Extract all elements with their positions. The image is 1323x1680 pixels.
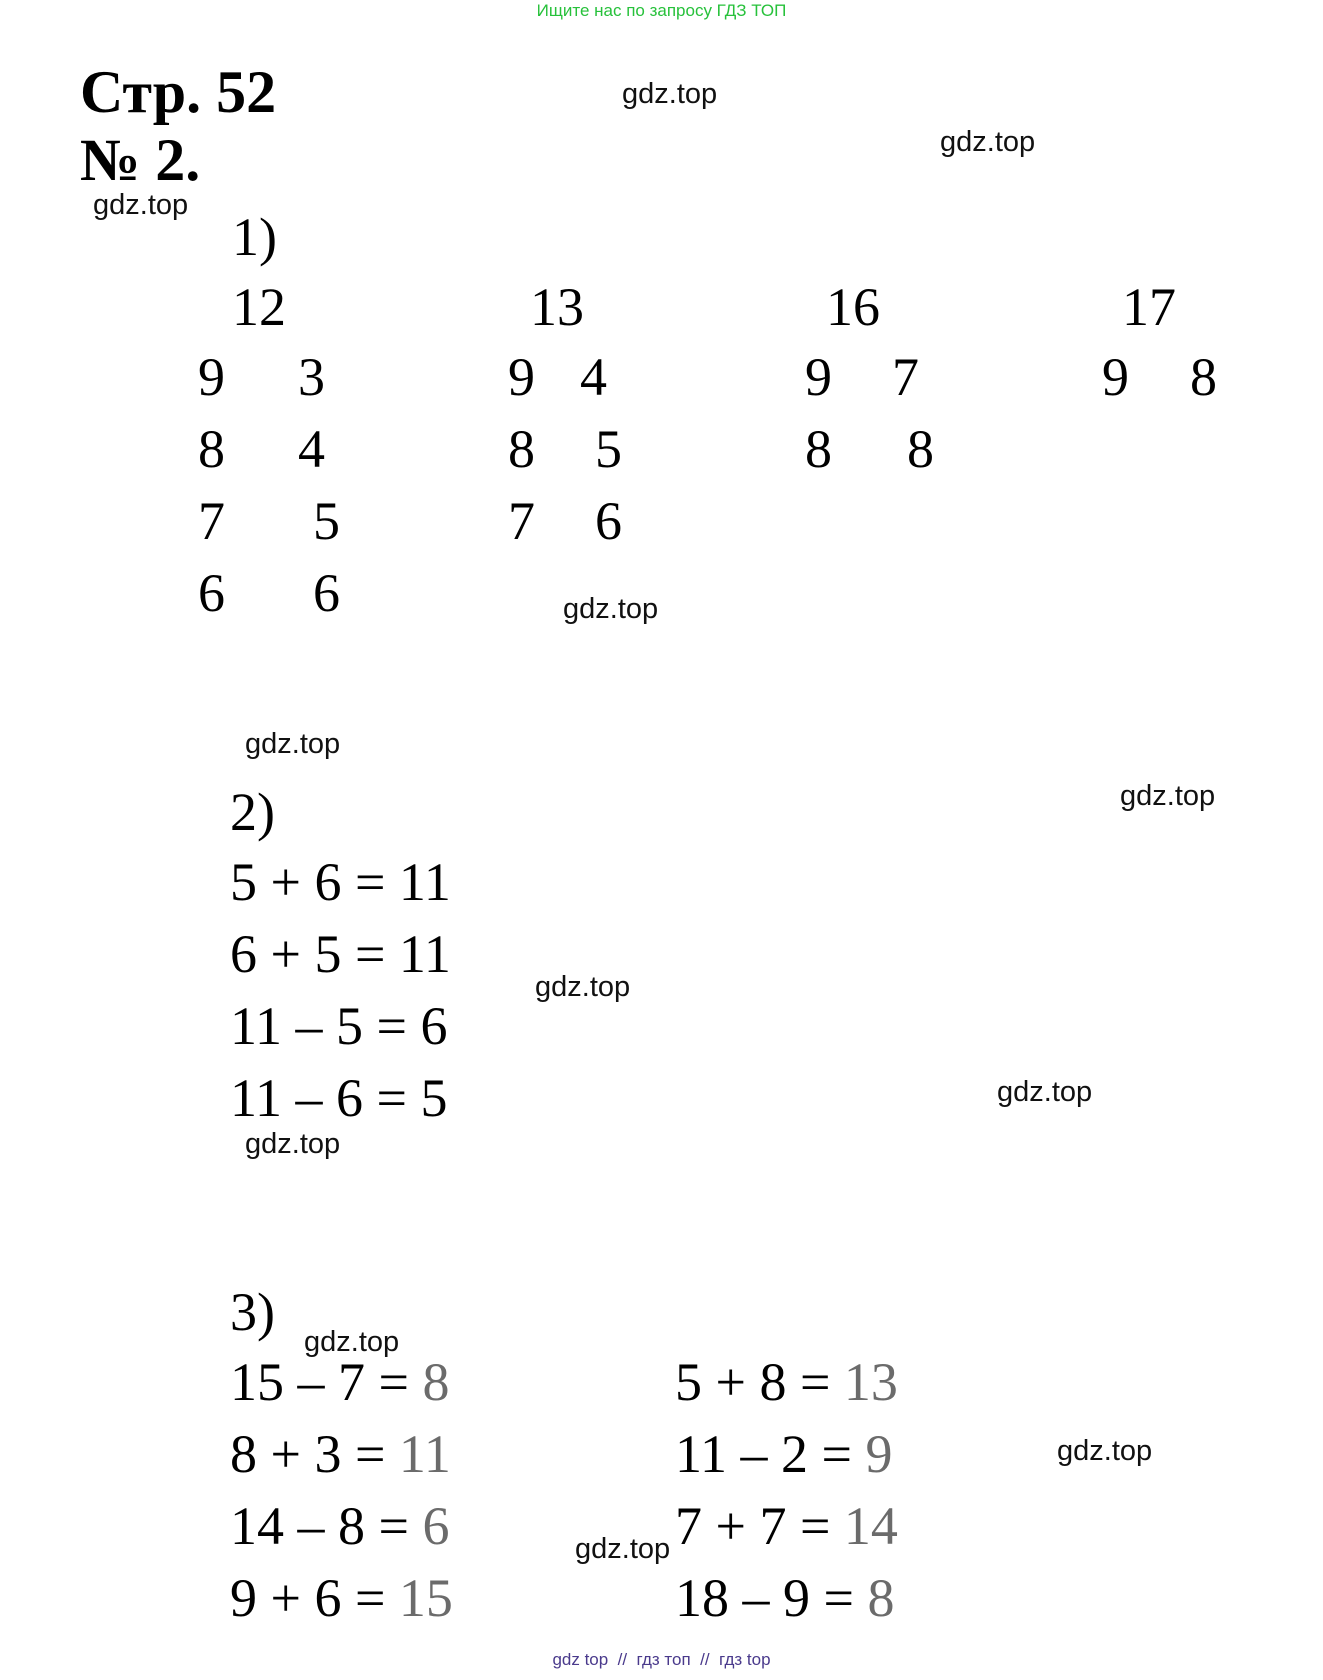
equation-answer: 11	[398, 1424, 451, 1484]
equation: 5 + 6 = 11	[230, 852, 451, 912]
pair-right: 3	[298, 347, 325, 407]
pair-right: 5	[313, 491, 340, 551]
pair-right: 8	[907, 419, 934, 479]
watermark: gdz.top	[304, 1326, 400, 1358]
watermark: gdz.top	[997, 1076, 1093, 1108]
part-label: 3)	[230, 1282, 275, 1342]
pair-left: 7	[198, 491, 225, 551]
equation	[675, 1352, 898, 1412]
equation	[675, 1568, 895, 1628]
top-banner: Ищите нас по запросу ГДЗ ТОП	[536, 1, 787, 20]
equation: 11 – 6 = 5	[230, 1068, 448, 1128]
equation-expression: 8 + 3 =	[230, 1424, 399, 1484]
equation-answer: 9	[865, 1424, 893, 1484]
pair-right: 8	[1190, 347, 1217, 407]
pair-right: 7	[892, 347, 919, 407]
pair-right: 4	[298, 419, 325, 479]
equation-expression: 15 – 7 =	[230, 1352, 423, 1412]
equation-expression: 9 + 6 =	[230, 1568, 399, 1628]
watermark: gdz.top	[535, 971, 631, 1003]
watermark: gdz.top	[245, 1128, 341, 1160]
watermark: gdz.top	[622, 78, 718, 110]
pair-left: 7	[508, 491, 535, 551]
equation-answer: 15	[398, 1568, 453, 1628]
pair-left: 9	[198, 347, 225, 407]
pair-right: 4	[580, 347, 607, 407]
equation	[675, 1496, 898, 1556]
equation: 6 + 5 = 11	[230, 924, 451, 984]
pair-left: 8	[508, 419, 535, 479]
equation-answer: 8	[422, 1352, 450, 1412]
watermark: gdz.top	[1120, 780, 1216, 812]
pair-right: 5	[595, 419, 622, 479]
equation	[230, 1496, 450, 1556]
equation: 11 – 5 = 6	[230, 996, 448, 1056]
equation	[230, 1352, 450, 1412]
pair-left: 8	[805, 419, 832, 479]
part-label: 2)	[230, 782, 275, 842]
footer-watermark: gdz top // гдз топ // гдз top	[552, 1650, 771, 1669]
watermark: gdz.top	[1057, 1435, 1153, 1467]
pair-right: 6	[595, 491, 622, 551]
group-total: 17	[1122, 277, 1176, 337]
page-title: Стр. 52	[80, 59, 277, 125]
equation-expression: 14 – 8 =	[230, 1496, 423, 1556]
part-label: 1)	[232, 207, 277, 267]
group-total: 16	[826, 277, 880, 337]
equation	[230, 1568, 453, 1628]
equation-expression: 7 + 7 =	[675, 1496, 844, 1556]
equation-answer: 14	[843, 1496, 898, 1556]
pair-left: 9	[508, 347, 535, 407]
group-total: 13	[530, 277, 584, 337]
watermark: gdz.top	[940, 126, 1036, 158]
exercise-number: № 2.	[80, 127, 201, 193]
equation	[230, 1424, 451, 1484]
pair-left: 9	[1102, 347, 1129, 407]
watermark: gdz.top	[563, 593, 659, 625]
equation-answer: 8	[867, 1568, 895, 1628]
equation-answer: 13	[843, 1352, 898, 1412]
equation-expression: 18 – 9 =	[675, 1568, 868, 1628]
watermark: gdz.top	[245, 728, 341, 760]
group-total: 12	[232, 277, 286, 337]
watermark: gdz.top	[93, 189, 189, 221]
equation-expression: 5 + 8 =	[675, 1352, 844, 1412]
equation	[675, 1424, 893, 1484]
pair-left: 6	[198, 563, 225, 623]
watermark: gdz.top	[575, 1533, 671, 1565]
pair-left: 8	[198, 419, 225, 479]
equation-answer: 6	[422, 1496, 450, 1556]
equation-expression: 11 – 2 =	[675, 1424, 866, 1484]
pair-right: 6	[313, 563, 340, 623]
pair-left: 9	[805, 347, 832, 407]
